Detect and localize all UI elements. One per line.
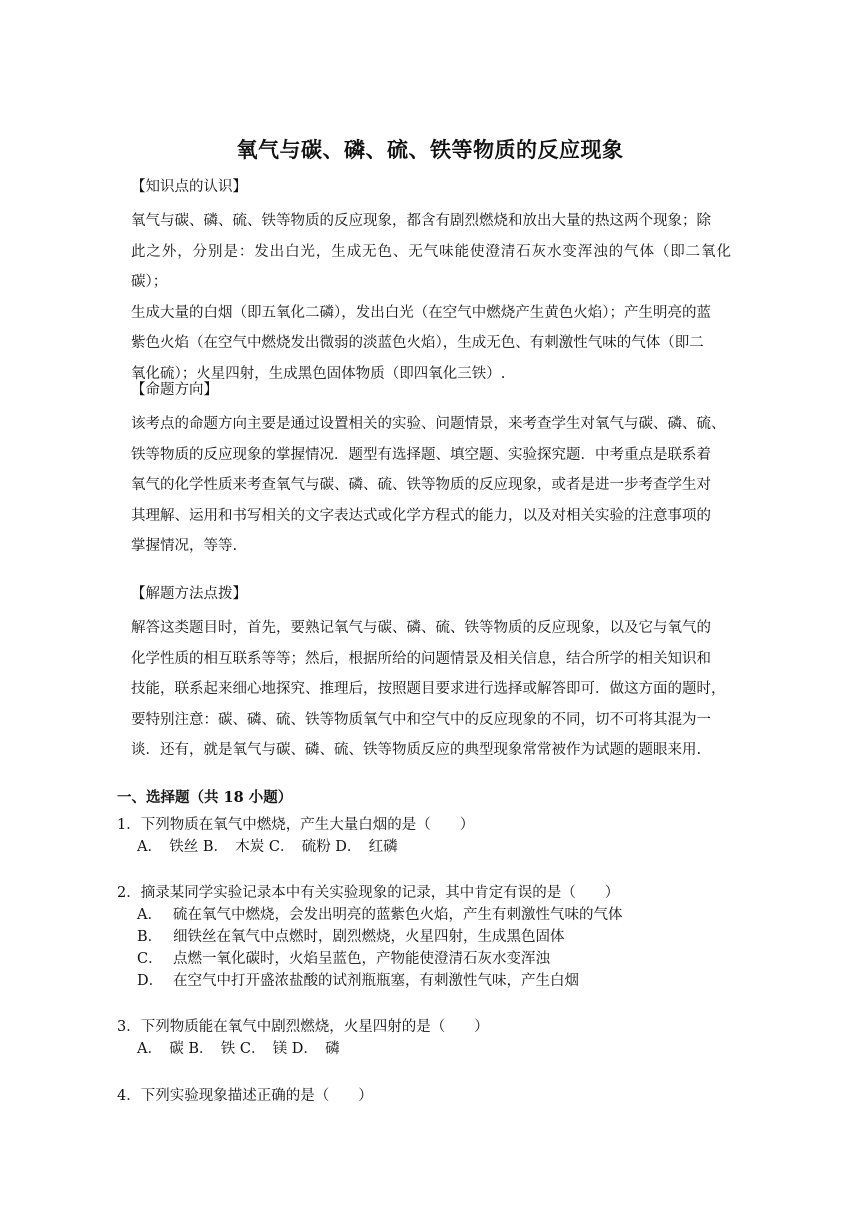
method-paragraph	[131, 613, 731, 766]
option-letter: C．	[137, 951, 163, 967]
method-line: 要特别注意：碳、磷、硫、铁等物质氧气中和空气中的反应现象的不同，切不可将其混为一	[131, 711, 711, 728]
document-title: 氧气与碳、磷、硫、铁等物质的反应现象	[236, 137, 624, 162]
question-stem: 2．摘录某同学实验记录本中有关实验现象的记录，其中肯定有误的是（ ）	[117, 885, 620, 901]
question-stem: 4．下列实验现象描述正确的是（ ）	[117, 1088, 373, 1104]
option-letter: B．	[137, 929, 163, 945]
option-a	[137, 904, 717, 926]
method-line: 谈．还有，就是氧气与碳、磷、硫、铁等物质反应的典型现象常常被作为试题的题眼来用.	[131, 742, 702, 758]
knowledge-line: 此之外，分别是：发出白光，生成无色、无气味能使澄清石灰水变浑浊的气体（即二氧化碳）；	[131, 243, 731, 290]
knowledge-paragraph	[131, 206, 731, 389]
section-title: 一、选择题（共 18 小题）	[117, 789, 293, 806]
question-options-inline: A． 碳 B． 铁 C． 镁 D． 磷	[137, 1041, 340, 1057]
option-letter: A．	[137, 907, 162, 923]
direction-line: 氧气的化学性质来考查氧气与碳、磷、硫、铁等物质的反应现象，或者是进一步考查学生对	[131, 477, 711, 493]
knowledge-line: 生成大量的白烟（即五氧化二磷），发出白光（在空气中燃烧产生黄色火焰）；产生明亮的蓝	[131, 304, 711, 321]
question-3	[117, 1016, 717, 1060]
question-4	[117, 1085, 717, 1107]
question-options	[117, 904, 717, 992]
question-stem: 1．下列物质在氧气中燃烧，产生大量白烟的是（ ）	[117, 817, 475, 833]
knowledge-line: 氧气与碳、磷、硫、铁等物质的反应现象，都含有剧烈燃烧和放出大量的热这两个现象；除	[131, 213, 711, 229]
question-1	[117, 814, 717, 858]
knowledge-section	[131, 177, 731, 389]
direction-section	[131, 380, 731, 562]
method-heading: 【解题方法点拨】	[131, 586, 247, 602]
direction-line: 铁等物质的反应现象的掌握情况．题型有选择题、填空题、实验探究题．中考重点是联系着	[131, 446, 711, 463]
question-options-inline: A． 铁丝 B． 木炭 C． 硫粉 D． 红磷	[137, 839, 398, 855]
option-letter: D．	[137, 973, 164, 989]
option-text: 在空气中打开盛浓盐酸的试剂瓶瓶塞，有刺激性气味，产生白烟	[173, 973, 579, 989]
method-line: 解答这类题目时，首先，要熟记氧气与碳、磷、硫、铁等物质的反应现象，以及它与氧气的	[131, 620, 711, 636]
knowledge-line: 氧化硫）；火星四射，生成黑色固体物质（即四氧化三铁）.	[131, 365, 506, 382]
option-text: 点燃一氧化碳时，火焰呈蓝色，产物能使澄清石灰水变浑浊	[173, 951, 550, 967]
option-c	[137, 948, 717, 970]
question-stem: 3．下列物质能在氧气中剧烈燃烧，火星四射的是（ ）	[117, 1019, 489, 1035]
method-section	[131, 584, 731, 766]
option-text: 硫在氧气中燃烧，会发出明亮的蓝紫色火焰，产生有刺激性气味的气体	[173, 907, 623, 923]
method-line: 技能，联系起来细心地探究、推理后，按照题目要求进行选择或解答即可．做这方面的题时，	[131, 681, 726, 697]
direction-line: 其理解、运用和书写相关的文字表达式或化学方程式的能力，以及对相关实验的注意事项的	[131, 507, 711, 524]
option-d	[137, 970, 717, 992]
knowledge-heading: 【知识点的认识】	[131, 179, 247, 195]
direction-line: 该考点的命题方向主要是通过设置相关的实验、问题情景，来考查学生对氧气与碳、磷、硫、	[131, 416, 726, 432]
direction-paragraph	[131, 409, 731, 562]
method-line: 化学性质的相互联系等等；然后，根据所给的问题情景及相关信息，结合所学的相关知识和	[131, 650, 711, 667]
question-2	[117, 882, 717, 992]
option-b	[137, 926, 717, 948]
knowledge-line: 紫色火焰（在空气中燃烧发出微弱的淡蓝色火焰），生成无色、有刺激性气味的气体（即二	[131, 335, 704, 351]
direction-heading: 【命题方向】	[131, 382, 218, 398]
direction-line: 掌握情况，等等.	[131, 538, 238, 554]
option-text: 细铁丝在氧气中点燃时，剧烈燃烧，火星四射，生成黑色固体	[173, 929, 565, 945]
